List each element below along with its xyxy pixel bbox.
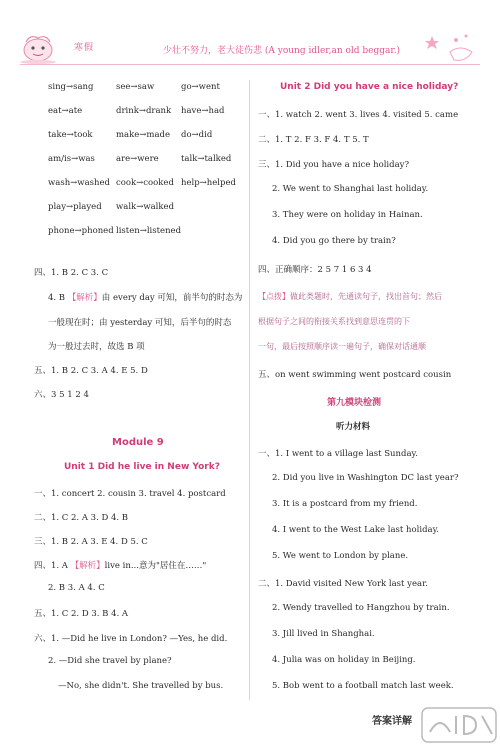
verb-cell: see→saw (116, 82, 155, 92)
listening-line: 2. Wendy travelled to Hangzhou by train. (272, 603, 450, 613)
verb-cell: drink→drank (116, 106, 172, 116)
verb-cell: do→did (181, 130, 213, 140)
cartoon-logo-icon (16, 30, 80, 64)
watermark-icon (420, 700, 500, 747)
listening-line: 3. It is a postcard from my friend. (272, 499, 418, 509)
verb-cell: talk→talked (181, 154, 232, 164)
verb-cell: cook→cooked (116, 178, 174, 188)
header-motto: 少壮不努力，老大徒伤悲 (A young idler,an old beggar.) (163, 46, 401, 56)
tip-line: 根据句子之间的衔接关系找到意思连贯的下 (258, 317, 410, 326)
answer-line: 六、1. —Did he live in London? —Yes, he did. (34, 634, 228, 644)
answer-line: 一、1. concert 2. cousin 3. travel 4. postcard (34, 489, 226, 499)
verb-cell: walk→walked (116, 202, 175, 212)
answer-line: 二、1. T 2. F 3. F 4. T 5. T (258, 135, 369, 145)
verb-cell: am/is→was (48, 154, 95, 164)
verb-cell: take→took (48, 130, 93, 140)
answer-line: 3. They were on holiday in Hainan. (272, 210, 423, 220)
answer-line: 三、1. Did you have a nice holiday? (258, 160, 410, 170)
verb-cell: play→played (48, 202, 102, 212)
column-divider (249, 80, 250, 700)
analysis-tag: 【解析】 (70, 561, 105, 571)
answer-line: 一、1. watch 2. went 3. lives 4. visited 5. came (258, 110, 459, 120)
answer-line: 4. Did you go there by train? (272, 236, 396, 246)
module-title: Module 9 (112, 437, 164, 448)
answer-line: 五、1. B 2. C 3. A 4. E 5. D (34, 366, 148, 376)
answer-line: 4. B 【解析】由 every day 可知，前半句的时态为 (48, 293, 243, 303)
test-title: 第九模块检测 (327, 398, 382, 408)
listening-line: 5. Bob went to a football match last week. (272, 681, 454, 691)
tip-line: 一句，最后按照顺序读一遍句子，确保对话通顺 (258, 342, 426, 351)
verb-cell: listen→listened (116, 226, 182, 236)
answer-line: 2. —Did she travel by plane? (48, 656, 172, 666)
tip-tag: 【点拨】 (258, 292, 290, 301)
listening-line: 3. Jill lived in Shanghai. (272, 629, 375, 639)
answer-line: 三、1. B 2. A 3. E 4. D 5. C (34, 537, 148, 547)
answer-line: 二、1. C 2. A 3. D 4. B (34, 513, 129, 523)
listening-line: 一、1. I went to a village last Sunday. (258, 449, 418, 459)
verb-cell: eat→ate (48, 106, 83, 116)
verb-cell: sing→sang (48, 82, 94, 92)
listening-title: 听力材料 (336, 422, 371, 432)
header-rule (20, 64, 480, 65)
listening-line: 4. Julia was on holiday in Beijing. (272, 655, 416, 665)
listening-line: 5. We went to London by plane. (272, 551, 409, 561)
answer-line: 六、3 5 1 2 4 (34, 390, 89, 400)
answer-line: 四、正确顺序：2 5 7 1 6 3 4 (258, 265, 372, 275)
answer-line: 2. B 3. A 4. C (48, 583, 105, 593)
answer-line: —No, she didn't. She travelled by bus. (58, 681, 224, 691)
unit-title: Unit 1 Did he live in New York? (64, 462, 220, 472)
star-decoration-icon (420, 30, 480, 66)
listening-line: 2. Did you live in Washington DC last year? (272, 473, 459, 483)
answer-line: 2. We went to Shanghai last holiday. (272, 184, 429, 194)
answer-line: 一般现在时；由 yesterday 可知，后半句的时态 (48, 318, 232, 328)
page-header (0, 0, 500, 70)
footer-label: 答案详解 (372, 716, 412, 727)
logo-text: 寒假 (74, 43, 95, 53)
tip-line: 【点拨】做此类题时，先通读句子，找出首句；然后 (258, 292, 442, 301)
answer-line: 五、on went swimming went postcard cousin (258, 370, 452, 380)
listening-line: 二、1. David visited New York last year. (258, 579, 428, 589)
verb-cell: are→were (116, 154, 159, 164)
answer-line: 四、1. A 【解析】live in...意为"居住在……" (34, 561, 207, 571)
listening-line: 4. I went to the West Lake last holiday. (272, 525, 439, 535)
verb-cell: make→made (116, 130, 171, 140)
answer-line: 为一般过去时，故选 B 项 (48, 342, 145, 352)
answer-line: 四、1. B 2. C 3. C (34, 268, 109, 278)
verb-cell: go→went (181, 82, 220, 92)
analysis-tag: 【解析】 (67, 293, 102, 303)
unit-title: Unit 2 Did you have a nice holiday? (280, 82, 459, 92)
verb-cell: have→had (181, 106, 225, 116)
verb-cell: wash→washed (48, 178, 110, 188)
answer-line: 五、1. C 2. D 3. B 4. A (34, 609, 129, 619)
verb-cell: help→helped (181, 178, 236, 188)
verb-cell: phone→phoned (48, 226, 114, 236)
